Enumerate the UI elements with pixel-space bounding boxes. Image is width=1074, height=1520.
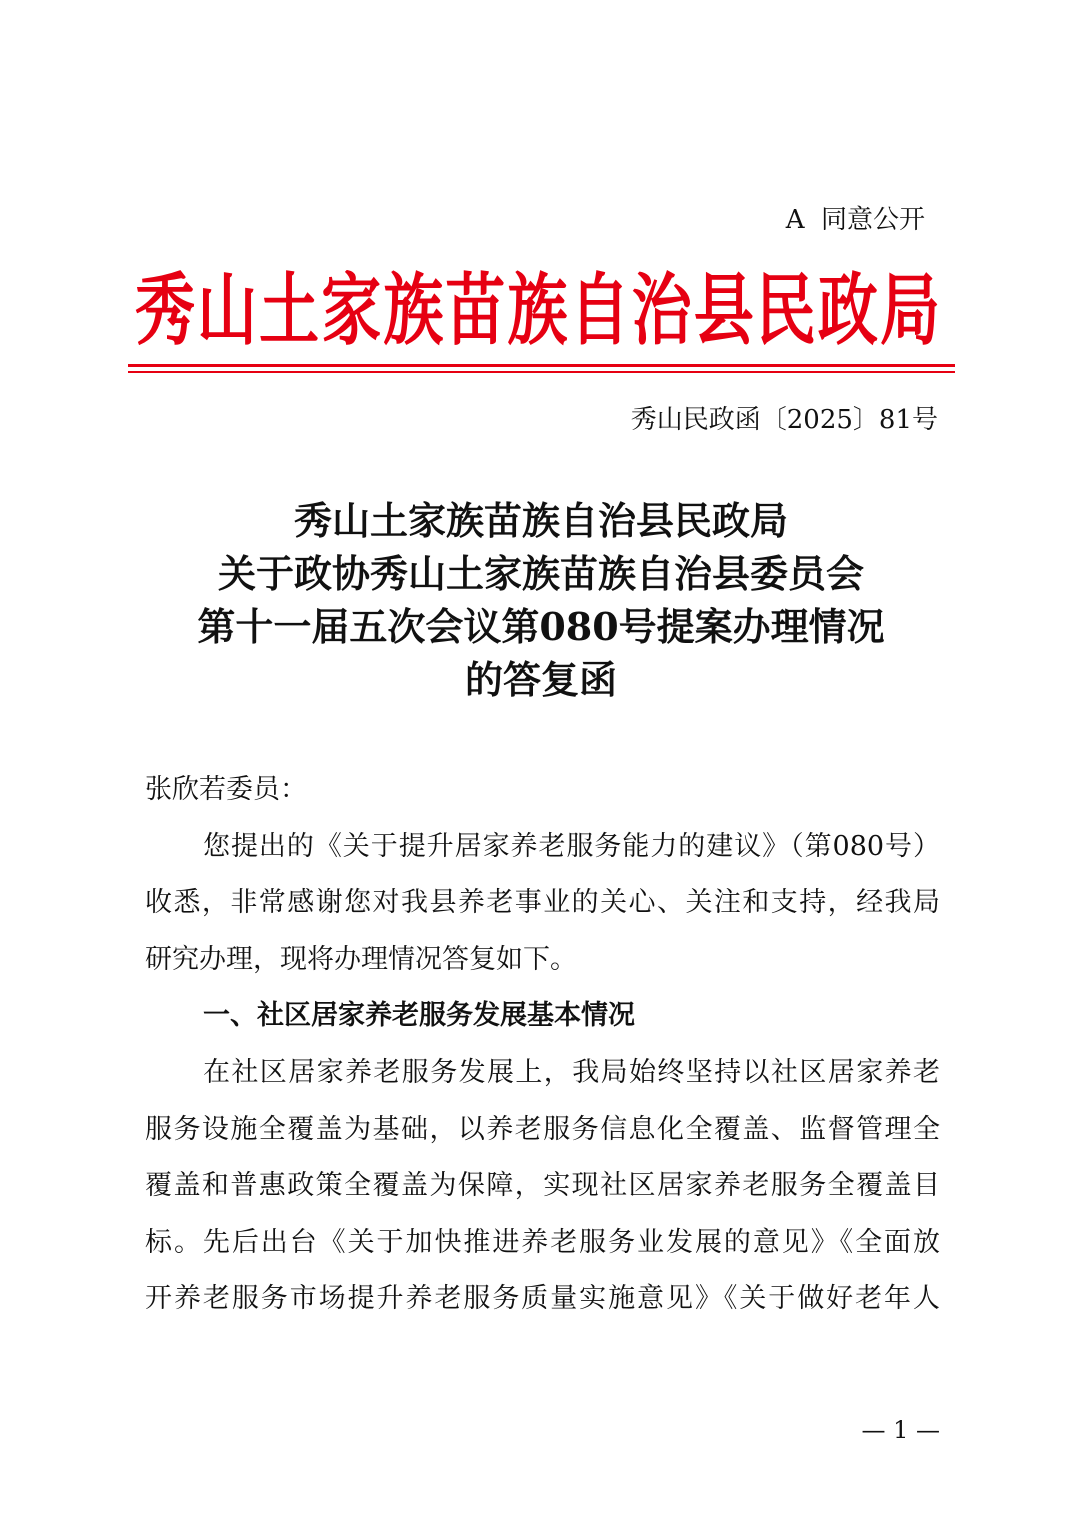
document-title	[8, 494, 1074, 706]
text-line: 开养老服务市场提升养老服务质量实施意见》《关于做好老年人	[145, 1283, 940, 1315]
title-line: 第十一届五次会议第080号提案办理情况	[197, 604, 885, 649]
issuing-org-header: 秀山土家族苗族自治县民政局	[135, 265, 940, 357]
page-number: — 1 —	[861, 1416, 940, 1444]
text-line: 覆盖和普惠政策全覆盖为保障，实现社区居家养老服务全覆盖目	[145, 1170, 940, 1202]
disclosure-mark: A 同意公开	[785, 205, 925, 235]
red-rule-thin	[128, 371, 955, 373]
letter-body	[145, 762, 940, 1328]
text-line: 标。先后出台《关于加快推进养老服务业发展的意见》《全面放	[145, 1226, 940, 1258]
text-line: 服务设施全覆盖为基础，以养老服务信息化全覆盖、监督管理全	[145, 1113, 940, 1145]
title-line: 的答复函	[464, 657, 617, 702]
text-line: 收悉，非常感谢您对我县养老事业的关心、关注和支持，经我局	[145, 887, 940, 919]
salutation: 张欣若委员：	[145, 774, 307, 805]
text-line: 在社区居家养老服务发展上，我局始终坚持以社区居家养老	[203, 1056, 940, 1088]
document-number: 秀山民政函〔2025〕81号	[630, 405, 938, 435]
paragraph-2	[145, 1045, 940, 1328]
paragraph-1	[145, 819, 940, 989]
section-heading: 一、社区居家养老服务发展基本情况	[203, 1000, 635, 1032]
red-rule-thick	[128, 364, 955, 367]
text-line: 研究办理，现将办理情况答复如下。	[145, 943, 577, 975]
title-line: 秀山土家族苗族自治县民政局	[293, 498, 788, 543]
title-line: 关于政协秀山土家族苗族自治县委员会	[217, 551, 864, 596]
text-line: 您提出的《关于提升居家养老服务能力的建议》（第080号）	[203, 830, 940, 862]
